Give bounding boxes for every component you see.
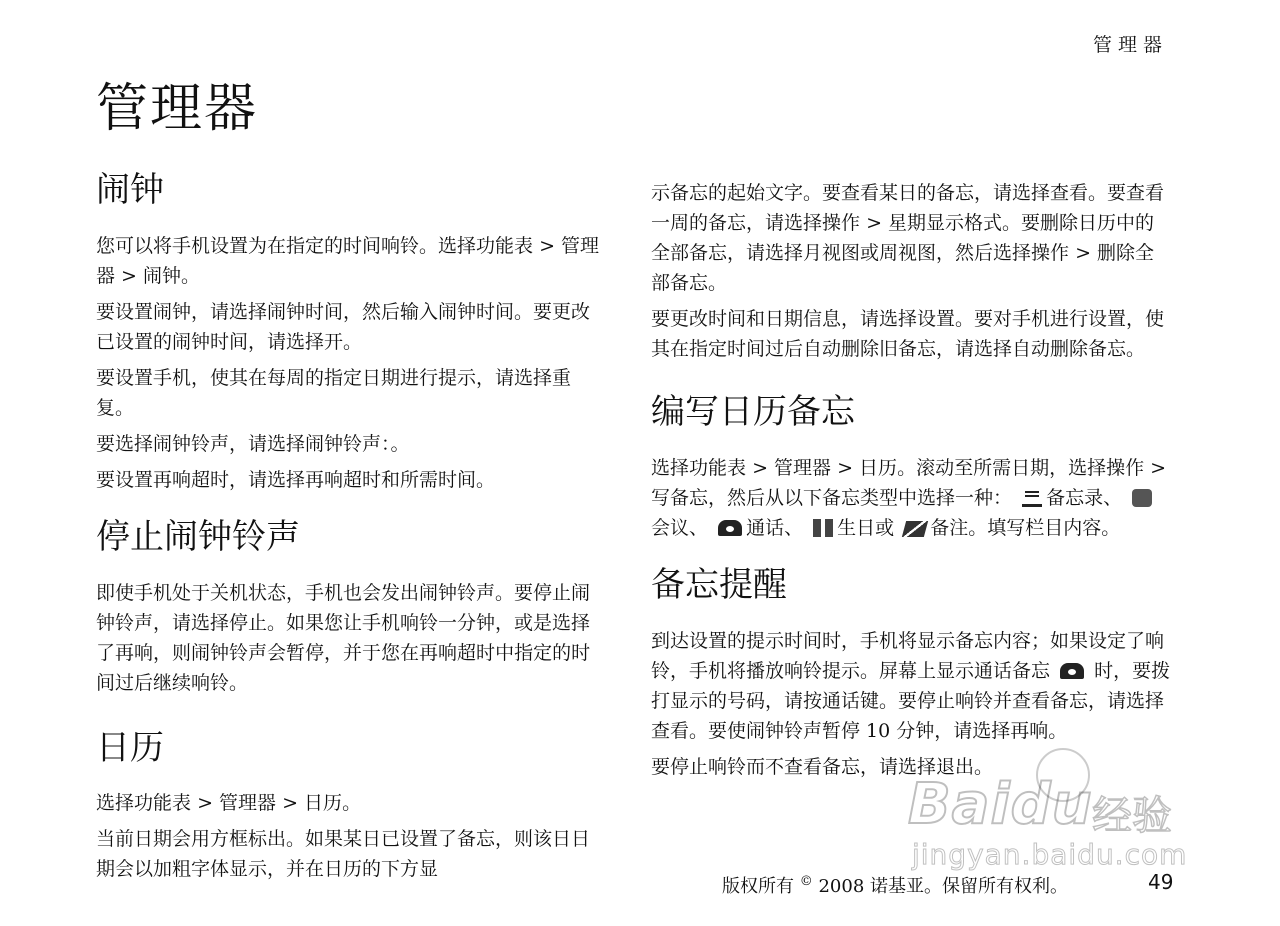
- alarm-paragraph-2: 要设置闹钟，请选择闹钟时间，然后输入闹钟时间。要更改已设置的闹钟时间，请选择开。: [96, 300, 591, 353]
- page-title: 管理器: [96, 79, 259, 139]
- page-number: 49: [1148, 870, 1174, 894]
- alarm-section: [96, 170, 608, 495]
- write-note-section: [651, 392, 1173, 543]
- watermark-url: jingyan.baidu.com: [912, 838, 1188, 871]
- calendar-section: [96, 728, 608, 885]
- reminder-paragraph-2: 要停止响铃而不查看备忘，请选择退出。: [651, 755, 994, 778]
- gift-icon: [813, 519, 833, 537]
- stop-alarm-paragraph: 即使手机处于关机状态，手机也会发出闹钟铃声。要停止闹钟铃声，请选择停止。如果您让手机响铃一分钟，或是选择了再响，则闹钟铃声会暂停，并于您在再响超时中指定的时间过后继续响铃。: [96, 581, 591, 694]
- copyright-footer: 版权所有 © 2008 诺基亚。保留所有权利。: [722, 874, 1068, 897]
- alarm-heading: 闹钟: [96, 170, 164, 210]
- reminder-paragraph-1: 到达设置的提示时间时，手机将显示备忘内容；如果设定了响铃，手机将播放响铃提示。屏幕上显示通话备忘 时，要拨打显示的号码，请按通话键。要停止响铃并查看备忘，请选择查看。要使闹钟铃声暂停 10 分钟，请选择再响。: [651, 629, 1171, 742]
- calendar-paragraph-2: 当前日期会用方框标出。如果某日已设置了备忘，则该日日期会以加粗字体显示，并在日历的下方显: [96, 828, 591, 881]
- phone-icon: [718, 520, 742, 536]
- baidu-jingyan-watermark: [896, 748, 1196, 871]
- calendar-paragraph-4: 要更改时间和日期信息，请选择设置。要对手机进行设置，使其在指定时间过后自动删除旧备忘，请选择自动删除备忘。: [651, 308, 1165, 360]
- memo-icon: [902, 521, 928, 537]
- note-icon: [1022, 486, 1042, 507]
- meeting-icon: [1132, 489, 1152, 507]
- call-note-phone-icon: [1060, 663, 1084, 679]
- left-column: [96, 170, 608, 906]
- watermark-logo: Baidu: [908, 772, 1093, 837]
- alarm-paragraph-3: 要设置手机，使其在每周的指定日期进行提示，请选择重复。: [96, 366, 572, 419]
- calendar-paragraph-1: 选择功能表 > 管理器 > 日历。: [96, 792, 362, 815]
- write-note-heading: 编写日历备忘: [651, 392, 855, 432]
- alarm-paragraph-4: 要选择闹钟铃声，请选择闹钟铃声：。: [96, 432, 410, 455]
- watermark-sub: 经验: [1092, 793, 1172, 839]
- stop-alarm-section: [96, 517, 608, 698]
- copyright-symbol: ©: [799, 874, 813, 889]
- reminder-heading: 备忘提醒: [651, 564, 787, 605]
- calendar-heading: 日历: [96, 727, 164, 768]
- calendar-paragraph-3: 示备忘的起始文字。要查看某日的备忘，请选择查看。要查看一周的备忘，请选择操作 > 星期显示格式。要删除日历中的全部备忘，请选择月视图或周视图，然后选择操作 > 删除全部备忘。: [651, 182, 1165, 294]
- write-note-paragraph: 选择功能表 > 管理器 > 日历。滚动至所需日期，选择操作 > 写备忘，然后从以下备忘类型中选择一种： 备忘录、 会议、 通话、 生日或 备注。填写栏目内容。: [651, 456, 1167, 539]
- alarm-paragraph-5: 要设置再响超时，请选择再响超时和所需时间。: [96, 468, 496, 491]
- right-column: [651, 178, 1173, 804]
- running-head: 管理器: [1092, 34, 1168, 56]
- stop-alarm-heading: 停止闹钟铃声: [96, 516, 300, 557]
- alarm-paragraph-1: 您可以将手机设置为在指定的时间响铃。选择功能表 > 管理器 > 闹钟。: [96, 234, 600, 287]
